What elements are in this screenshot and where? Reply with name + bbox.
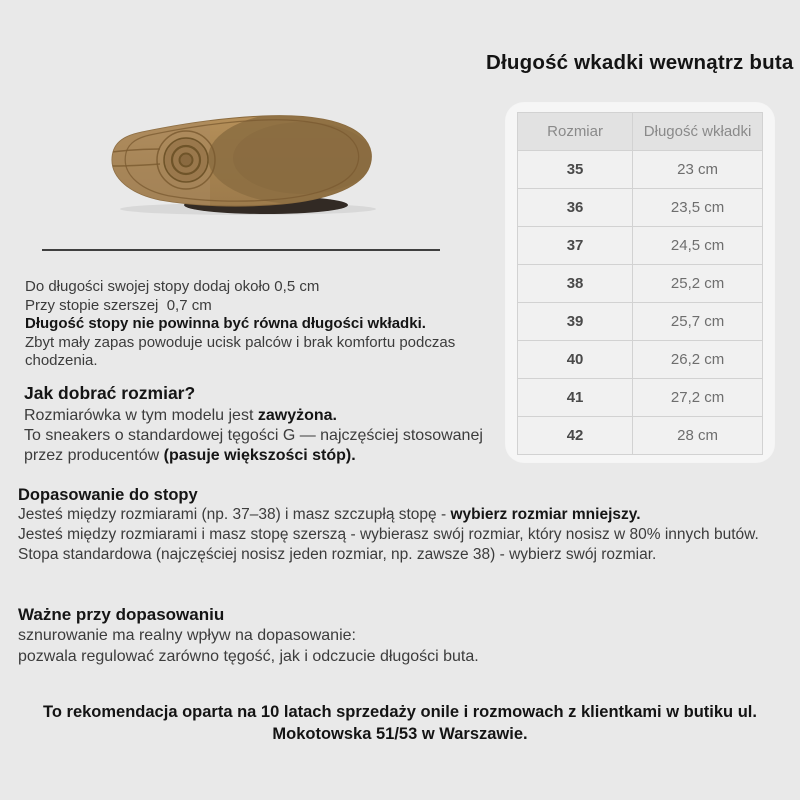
length-cell: 26,2 cm bbox=[633, 341, 763, 379]
how-line-2-bold: (pasuje większości stóp). bbox=[163, 447, 356, 464]
size-cell: 42 bbox=[518, 417, 633, 455]
fit-line-1-bold: wybierz rozmiar mniejszy. bbox=[450, 506, 641, 523]
how-line-2-text: To sneakers o standardowej tęgości G — najczęściej stosowanej przez producentów bbox=[24, 427, 488, 464]
fit-line-1 bbox=[18, 505, 790, 525]
table-row bbox=[518, 227, 763, 265]
length-cell: 28 cm bbox=[633, 417, 763, 455]
size-cell: 37 bbox=[518, 227, 633, 265]
how-to-choose-line-1 bbox=[24, 406, 492, 426]
table-row bbox=[518, 417, 763, 455]
how-line-1-text: Rozmiarówka w tym modelu jest bbox=[24, 407, 258, 424]
table-row bbox=[518, 151, 763, 189]
section-important bbox=[18, 604, 538, 667]
page-title: Długość wkadki wewnątrz buta bbox=[486, 51, 794, 74]
section-how-to-choose bbox=[24, 383, 492, 466]
important-heading: Ważne przy dopasowaniu bbox=[18, 605, 225, 624]
size-cell: 41 bbox=[518, 379, 633, 417]
sole-toe-texture-inner bbox=[233, 122, 373, 194]
section-fit bbox=[18, 485, 790, 565]
size-cell: 39 bbox=[518, 303, 633, 341]
how-to-choose-heading: Jak dobrać rozmiar? bbox=[24, 383, 196, 403]
column-header-size: Rozmiar bbox=[518, 113, 633, 151]
how-line-1-bold: zawyżona. bbox=[257, 407, 337, 424]
measure-line-2: Przy stopie szerszej 0,7 cm bbox=[25, 296, 212, 314]
size-cell: 36 bbox=[518, 189, 633, 227]
measurement-line bbox=[42, 249, 440, 251]
table-row bbox=[518, 265, 763, 303]
size-table-card bbox=[506, 103, 774, 462]
fit-heading: Dopasowanie do stopy bbox=[18, 486, 198, 504]
important-line-2: pozwala regulować zarówno tęgość, jak i odczucie długości buta. bbox=[18, 648, 479, 665]
section-measure bbox=[25, 278, 473, 371]
length-cell: 27,2 cm bbox=[633, 379, 763, 417]
size-table bbox=[517, 112, 763, 455]
measure-line-4: Zbyt mały zapas powoduje ucisk palców i brak komfortu podczas chodzenia. bbox=[25, 333, 460, 369]
length-cell: 25,2 cm bbox=[633, 265, 763, 303]
fit-line-1-text: Jesteś między rozmiarami (np. 37–38) i masz szczupłą stopę - bbox=[18, 506, 451, 523]
column-header-length: Długość wkładki bbox=[633, 113, 763, 151]
measure-line-3: Długość stopy nie powinna być równa długości wkładki. bbox=[25, 315, 426, 332]
important-line-1: sznurowanie ma realny wpływ na dopasowanie: bbox=[18, 627, 356, 644]
length-cell: 24,5 cm bbox=[633, 227, 763, 265]
shoe-sole-image bbox=[98, 96, 390, 218]
length-cell: 23 cm bbox=[633, 151, 763, 189]
length-cell: 23,5 cm bbox=[633, 189, 763, 227]
table-row bbox=[518, 379, 763, 417]
table-row bbox=[518, 303, 763, 341]
size-cell: 35 bbox=[518, 151, 633, 189]
size-cell: 38 bbox=[518, 265, 633, 303]
table-header-row bbox=[518, 113, 763, 151]
shoe-sole-photo bbox=[98, 96, 390, 218]
length-cell: 25,7 cm bbox=[633, 303, 763, 341]
measure-line-1: Do długości swojej stopy dodaj około 0,5 cm bbox=[25, 278, 320, 295]
table-row bbox=[518, 189, 763, 227]
size-cell: 40 bbox=[518, 341, 633, 379]
how-to-choose-line-2 bbox=[24, 426, 492, 466]
fit-line-2: Jesteś między rozmiarami i masz stopę szerszą - wybierasz swój rozmiar, który nosisz w 80% innych butów. bbox=[18, 526, 759, 543]
table-row bbox=[518, 341, 763, 379]
footer-recommendation: To rekomendacja oparta na 10 latach sprzedaży onile i rozmowach z klientkami w butiku ul. Mokotowska 51/53 w Warszawie. bbox=[43, 703, 757, 743]
fit-line-3: Stopa standardowa (najczęściej nosisz jeden rozmiar, np. zawsze 38) - wybierz swój rozmiar. bbox=[18, 546, 657, 563]
sole-logo-icon bbox=[157, 131, 215, 189]
